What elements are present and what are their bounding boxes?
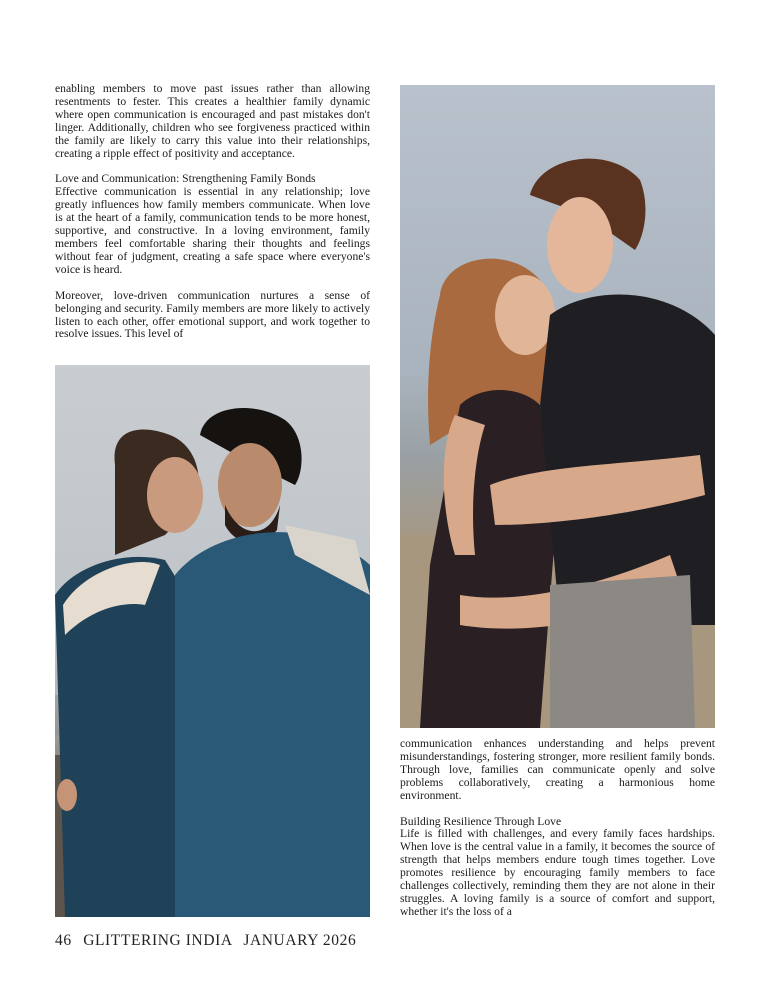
section-heading: Building Resilience Through Love [400, 814, 562, 828]
paragraph: enabling members to move past issues rather than allowing resentments to fester. This creates a healthier family dynamic where open communication is encouraged and past mistakes don't linger. Additionally, children who see forgiveness practiced within the family are likely to carry this value into their relationships, creating a ripple effect of positivity and acceptance. [55, 82, 370, 160]
paragraph: Moreover, love-driven communication nurtures a sense of belonging and security. Family members are more likely to actively listen to each other, offer emotional support, and work together to resolve issues. This level of [55, 288, 370, 341]
couple-photo-coast [55, 365, 370, 917]
section-heading: Love and Communication: Strengthening Family Bonds [55, 172, 316, 186]
page-number: 46 [55, 932, 72, 949]
right-text-column [400, 738, 715, 919]
paragraph: Life is filled with challenges, and every family faces hardships. When love is the central value in a family, it becomes the source of strength that helps members endure tough times together. Love promotes resilience by encouraging family members to face challenges collectively, reminding them they are not alone in their struggles. A loving family is a source of comfort and support, whether it's the loss of a [400, 827, 715, 918]
left-text-column [55, 83, 370, 341]
paragraph: Effective communication is essential in any relationship; love greatly influences how family members communicate. When love is at the heart of a family, communication tends to be more honest, supportive, and constructive. In a loving environment, family members feel comfortable sharing their thoughts and feelings without fear of judgment, creating a safe space where everyone's voice is heard. [55, 185, 370, 276]
publication-name: GLITTERING INDIA [83, 932, 232, 949]
couple-photo-beach [400, 85, 715, 728]
issue-date: JANUARY 2026 [243, 932, 357, 949]
page-footer [55, 932, 356, 950]
paragraph: communication enhances understanding and helps prevent misunderstandings, fostering stronger, more resilient family bonds. Through love, families can communicate openly and solve problems collaboratively, creating a harmonious home environment. [400, 737, 715, 802]
